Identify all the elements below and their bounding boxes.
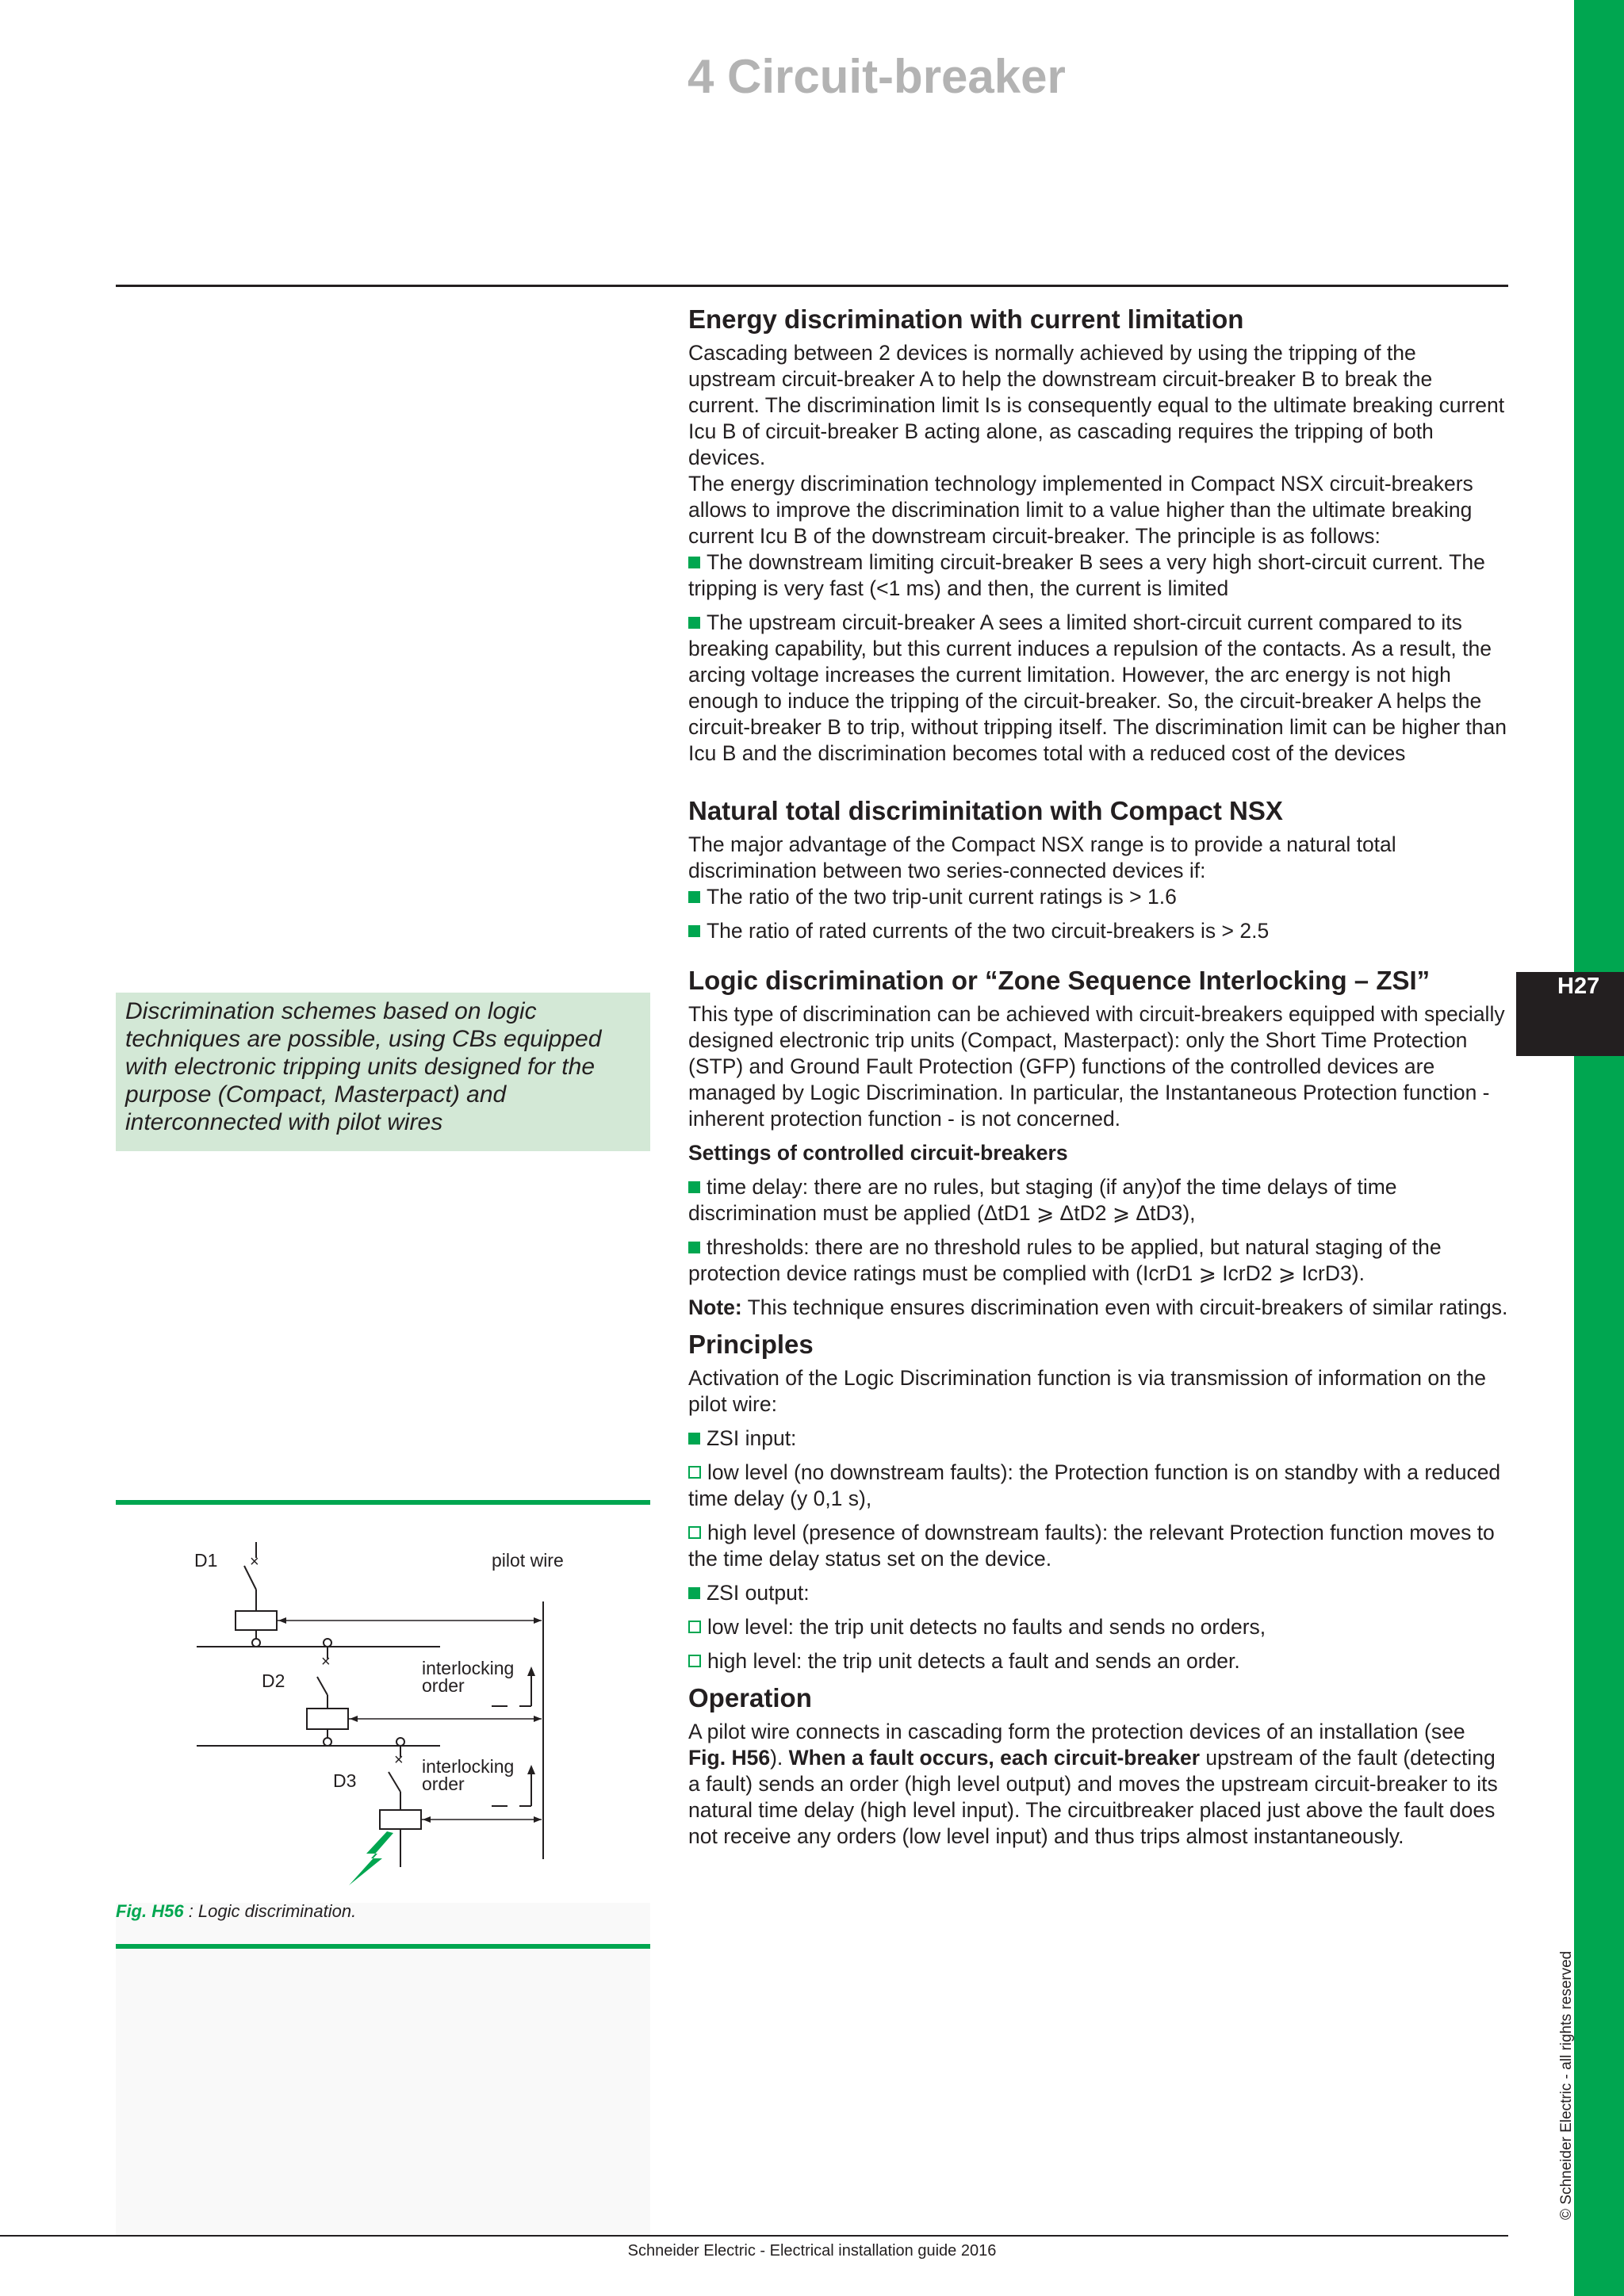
figure-top-rule bbox=[116, 1500, 650, 1505]
page-number-tab: H27 bbox=[1516, 972, 1624, 1056]
energy-paragraph-2: The energy discrimination technology implemented in Compact NSX circuit-breakers allows to improve the discrimination limit to a value higher than the ultimate breaking current Icu B of the downstream circuit-breaker. The principle is as follows: bbox=[688, 472, 1473, 548]
order-label-1: order bbox=[422, 1675, 465, 1696]
energy-bullet-1: The downstream limiting circuit-breaker B sees a very high short-circuit current. The tripping is very fast (<1 ms) and then, the current is limited bbox=[688, 550, 1485, 600]
settings-bullet-thresholds: thresholds: there are no threshold rules to be applied, but natural staging of the protection device ratings must be complied with (IcrD1 ⩾ IcrD2 ⩾ IcrD3). bbox=[688, 1235, 1442, 1285]
figure-caption bbox=[116, 1901, 356, 1922]
operation-paragraph: A pilot wire connects in cascading form the protection devices of an installation (see Fig. H56). When a fault occurs, each circuit-breaker upstream of the fault (detecting a fault) sends an order (high level output) and moves the upstream circuit-breaker to its natural time delay (high level input). The circuitbreaker placed just above the fault does not receive any orders (low level input) and thus trips almost instantaneously. bbox=[688, 1720, 1498, 1848]
heading-operation: Operation bbox=[688, 1683, 812, 1712]
interlocking-label-1: interlocking bbox=[422, 1658, 515, 1678]
logic-note: Note: This technique ensures discrimination even with circuit-breakers of similar ratings. bbox=[688, 1295, 1508, 1319]
heading-natural-discrimination: Natural total discriminitation with Compact NSX bbox=[688, 796, 1283, 825]
heading-principles: Principles bbox=[688, 1330, 814, 1359]
pilot-wire-label: pilot wire bbox=[492, 1550, 564, 1571]
d1-x-mark: × bbox=[250, 1553, 259, 1571]
bullet-square-icon bbox=[688, 1242, 700, 1253]
header-divider bbox=[116, 285, 1508, 287]
natural-bullet-1: The ratio of the two trip-unit current ratings is > 1.6 bbox=[688, 884, 1508, 910]
figure-bottom-rule bbox=[116, 1944, 650, 1949]
natural-paragraph-1: The major advantage of the Compact NSX range is to provide a natural total discrimination between two series-connected devices if: bbox=[688, 832, 1396, 882]
figure-caption-text: : Logic discrimination. bbox=[183, 1901, 357, 1921]
zsi-output-low: low level: the trip unit detects no faults and sends no orders, bbox=[688, 1614, 1508, 1640]
energy-bullet-2: The upstream circuit-breaker A sees a limited short-circuit current compared to its breaking capability, but this current induces a repulsion of the contacts. As a result, the arcing voltage increases the current limitation. However, the arc energy is not high enough to induce the tripping of the circuit-breaker. So, the circuit-breaker A helps the circuit-breaker B to trip, without tripping itself. The discrimination limit can be higher than Icu B and the discrimination becomes total with a reduced cost of the devices bbox=[688, 610, 1507, 765]
bullet-hollow-square-icon bbox=[688, 1621, 701, 1633]
page-footer: Schneider Electric - Electrical installation guide 2016 bbox=[627, 2242, 997, 2260]
principles-paragraph-1: Activation of the Logic Discrimination function is via transmission of information on the pilot wire: bbox=[688, 1366, 1487, 1416]
heading-settings: Settings of controlled circuit-breakers bbox=[688, 1141, 1068, 1165]
zsi-output-high: high level: the trip unit detects a fault and sends an order. bbox=[688, 1648, 1508, 1674]
d1-trip-unit bbox=[236, 1611, 277, 1630]
d1-terminal bbox=[252, 1639, 260, 1647]
d2-trip-unit bbox=[307, 1709, 348, 1729]
note-label: Note: bbox=[688, 1295, 742, 1319]
zsi-output-item: ZSI output: bbox=[688, 1580, 1508, 1606]
natural-bullet-2: The ratio of rated currents of the two circuit-breakers is > 2.5 bbox=[688, 918, 1508, 944]
zsi-input-high: high level (presence of downstream faults): the relevant Protection function moves to the time delay status set on the device. bbox=[688, 1521, 1495, 1571]
heading-energy-discrimination: Energy discrimination with current limitation bbox=[688, 304, 1244, 334]
d1-label: D1 bbox=[194, 1550, 218, 1571]
bullet-hollow-square-icon bbox=[688, 1526, 701, 1539]
copyright-notice: © Schneider Electric - all rights reserved bbox=[1558, 1950, 1575, 2220]
figure-number: Fig. H56 bbox=[116, 1901, 184, 1921]
logic-discrimination-diagram bbox=[182, 1538, 595, 1895]
figure-reference: Fig. H56 bbox=[688, 1746, 771, 1770]
zsi-input-low: low level (no downstream faults): the Protection function is on standby with a reduced time delay (y 0,1 s), bbox=[688, 1460, 1501, 1510]
logic-paragraph-1: This type of discrimination can be achieved with circuit-breakers equipped with specially designed electronic trip units (Compact, Masterpact): only the Short Time Protection (STP) and Ground Fault Protection (GFP) functions of the controlled devices are managed by Logic Discrimination. In particular, the Instantaneous Protection function - inherent protection function - is not concerned. bbox=[688, 1002, 1505, 1131]
d3-x-mark: × bbox=[394, 1751, 404, 1769]
bullet-hollow-square-icon bbox=[688, 1466, 701, 1479]
settings-bullet-time-delay: time delay: there are no rules, but staging (if any)of the time delays of time discrimination must be applied (ΔtD1 ⩾ ΔtD2 ⩾ ΔtD3), bbox=[688, 1175, 1397, 1225]
zsi-input-item: ZSI input: bbox=[688, 1425, 1508, 1452]
bullet-square-icon bbox=[688, 617, 700, 629]
bullet-square-icon bbox=[688, 925, 700, 937]
main-text-column bbox=[688, 304, 1508, 1850]
fault-lightning-icon bbox=[349, 1831, 393, 1885]
interlocking-label-2: interlocking bbox=[422, 1756, 515, 1777]
energy-paragraph-1: Cascading between 2 devices is normally achieved by using the tripping of the upstream circuit-breaker A to help the downstream circuit-breaker B to break the current. The discrimination limit Is is consequently equal to the ultimate breaking current Icu B of circuit-breaker B acting alone, as cascading requires the tripping of both devices. bbox=[688, 341, 1505, 469]
margin-callout: Discrimination schemes based on logic techniques are possible, using CBs equipped with electronic tripping units designed for the purpose (Compact, Masterpact) and interconnected with pilot wires bbox=[116, 993, 650, 1151]
bullet-square-icon bbox=[688, 1433, 700, 1445]
d2-x-mark: × bbox=[321, 1653, 331, 1670]
footer-divider bbox=[0, 2235, 1508, 2237]
d3-label: D3 bbox=[333, 1770, 357, 1791]
heading-logic-discrimination: Logic discrimination or “Zone Sequence Interlocking – ZSI” bbox=[688, 966, 1431, 995]
bullet-square-icon bbox=[688, 1181, 700, 1193]
d3-switch bbox=[389, 1772, 400, 1792]
chapter-title: 4 Circuit-breaker bbox=[688, 50, 1066, 103]
order-label-2: order bbox=[422, 1774, 465, 1794]
bullet-square-icon bbox=[688, 1587, 700, 1599]
bullet-hollow-square-icon bbox=[688, 1655, 701, 1667]
bullet-square-icon bbox=[688, 891, 700, 903]
bullet-square-icon bbox=[688, 557, 700, 568]
d2-switch bbox=[317, 1677, 327, 1695]
d3-trip-unit bbox=[380, 1810, 421, 1829]
margin-shade bbox=[116, 1903, 650, 2236]
side-color-bar bbox=[1574, 0, 1624, 2296]
d2-label: D2 bbox=[262, 1670, 285, 1691]
